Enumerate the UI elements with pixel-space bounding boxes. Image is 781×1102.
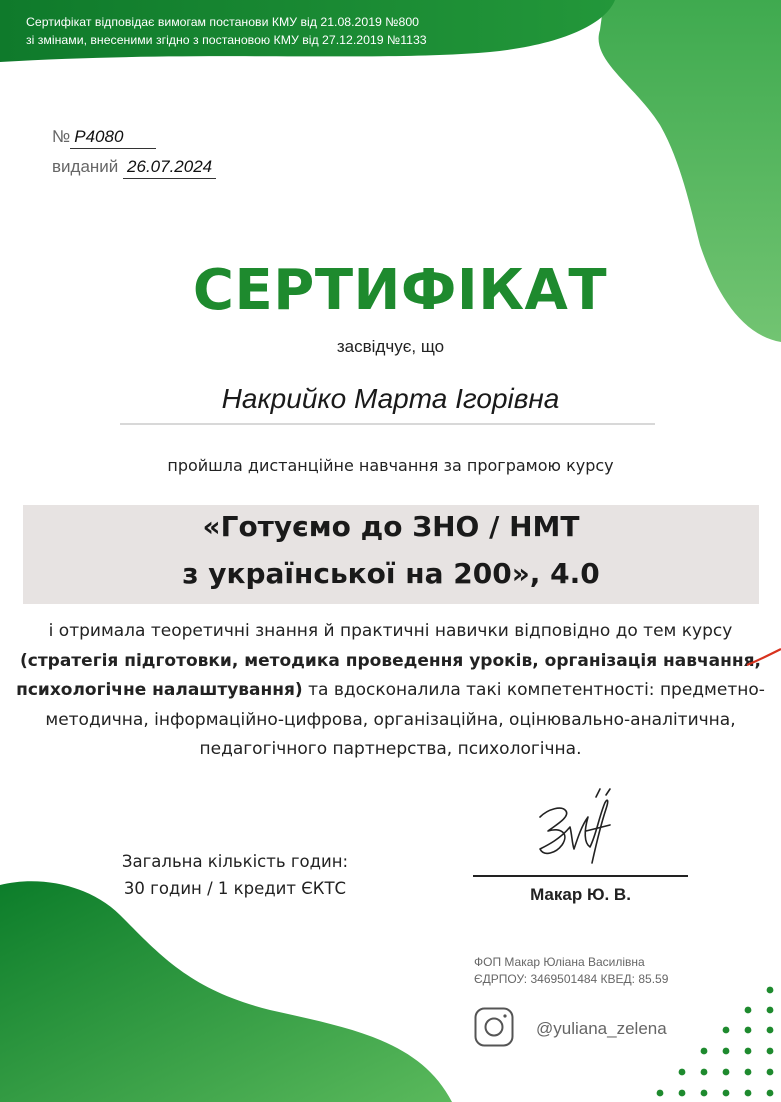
name-underline (120, 423, 655, 425)
instagram-handle: @yuliana_zelena (536, 1019, 667, 1038)
fop-line-1: ФОП Макар Юліана Василівна (474, 955, 645, 969)
certifies-text: засвідчує, що (336, 337, 445, 356)
hours-line-2: 30 годин / 1 кредит ЄКТС (123, 879, 347, 898)
fop-line-2: ЄДРПОУ: 3469501484 КВЕД: 85.59 (474, 972, 669, 986)
fop-info (474, 954, 668, 988)
signature-line (473, 875, 688, 877)
body-paragraph (0, 617, 781, 765)
dot-pattern (657, 987, 774, 1097)
body-part-2: та вдосконалила такі компетентності: предметно-методична, інформаційно-цифрова, організаційна, оцінювально-аналітична, педагогічного партнерства, психологічна. (45, 680, 765, 759)
signature-image (526, 787, 626, 867)
course-title-line-1: «Готуємо до ЗНО / НМТ (202, 510, 580, 543)
total-hours (100, 848, 370, 902)
certificate-title: СЕРТИФІКАТ (192, 258, 608, 323)
course-title-line-2: з української на 200», 4.0 (182, 557, 600, 590)
header-line-1: Сертифікат відповідає вимогам постанови КМУ від 21.08.2019 №800 (26, 15, 420, 29)
passed-text: пройшла дистанційне навчання за програмою курсу (167, 456, 614, 475)
body-bold-topics: (стратегія підготовки, методика проведення уроків, організація навчання, психологічне налаштування) (16, 650, 762, 700)
header-line-2: зі змінами, внесеними згідно з постановою КМУ від 27.12.2019 №1133 (26, 33, 427, 47)
issued-label: виданий (52, 157, 119, 176)
number-value: Р4080 (70, 127, 156, 149)
recipient-name: Накрийко Марта Ігорівна (221, 383, 560, 414)
certificate-number (52, 127, 156, 149)
body-part-1: і отримала теоретичні знання й практичні навички відповідно до тем курсу (48, 621, 733, 641)
red-pen-mark (745, 637, 781, 667)
header-legal-note (26, 13, 427, 49)
instagram-icon (474, 1007, 514, 1047)
issued-value: 26.07.2024 (123, 157, 216, 179)
number-label: № (52, 127, 71, 146)
bottom-left-blob (0, 881, 452, 1102)
hours-line-1: Загальна кількість годин: (121, 852, 349, 871)
issue-date (52, 157, 216, 179)
signer-name: Макар Ю. В. (530, 885, 631, 904)
